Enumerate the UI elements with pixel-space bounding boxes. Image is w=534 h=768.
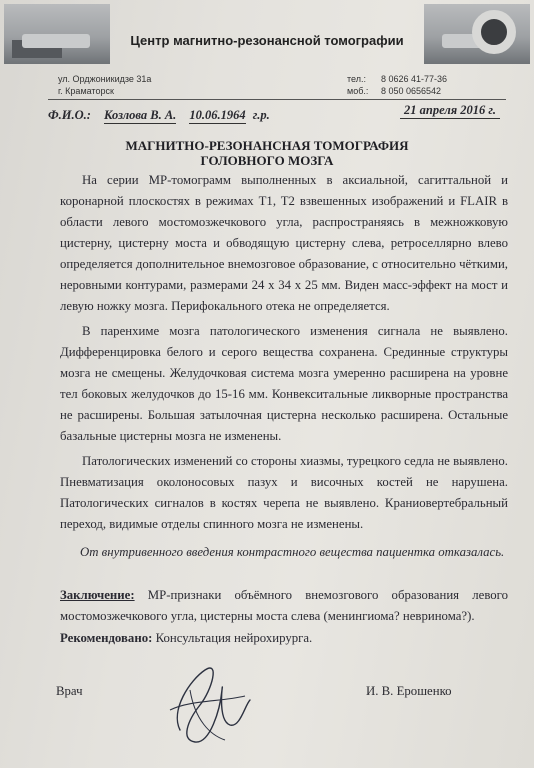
patient-line: [48, 108, 270, 124]
clinic-phones: [347, 73, 447, 97]
conclusion-text: МР-признаки объёмного внемозгового образования левого мостомозжечкового угла, цистерны моста слева (менингиома? невринома?).: [60, 588, 508, 623]
patient-name: Козлова В. А.: [104, 108, 177, 122]
clinic-name: Центр магнитно-резонансной томографии: [130, 33, 404, 48]
signature-icon: [150, 650, 260, 750]
findings-paragraph-1: На серии МР-томограмм выполненных в аксиальной, сагиттальной и коронарной плоскостях в режимах T1, T2 взвешенных изображений и FLAIR в области левого мостомозжечкового угла, распространяясь в межножковую цистерну, цистерну моста и обводящую цистерну слева, ретроселлярно влево определяется дополнительное внемозговое образование, с относительно чёткими, неровными контурами, размерами 24 х 34 х 25 мм. Виден масс-эффект на мост и левую ножку мозга. Перифокального отека не определяется.: [60, 173, 508, 313]
mobile-label: моб.:: [347, 86, 369, 96]
findings-paragraph-3: Патологических изменений со стороны хиазмы, турецкого седла не выявлено. Пневматизация околоносовых пазух и височных костей не нарушена. Патологических сигналов в костях черепа не выявлено. Краниовертебральный переход, видимые отделы спинного мозга не изменены.: [60, 454, 508, 531]
report-title-line-1: МАГНИТНО-РЕЗОНАНСНАЯ ТОМОГРАФИЯ: [125, 138, 409, 153]
patient-dob-suffix: г.р.: [252, 108, 270, 122]
address-line-1: ул. Орджоникидзе 31а: [58, 74, 152, 84]
report-title-line-2: ГОЛОВНОГО МОЗГА: [200, 153, 334, 168]
phone-number: 8 0626 41-77-36: [381, 74, 448, 84]
patient-label: Ф.И.О.:: [48, 108, 91, 122]
clinic-address: [58, 73, 151, 97]
patient-dob: 10.06.1964: [189, 108, 246, 122]
conclusion: [60, 585, 508, 627]
doctor-name: И. В. Ерошенко: [366, 684, 452, 698]
doctor-label: Врач: [56, 684, 83, 698]
recommend-label: Рекомендовано:: [60, 631, 153, 645]
address-line-2: г. Краматорск: [58, 86, 114, 96]
phone-label: тел.:: [347, 74, 366, 84]
recommend-text: Консультация нейрохирурга.: [155, 631, 313, 645]
exam-date: 21 апреля 2016 г.: [400, 103, 500, 119]
conclusion-label: Заключение:: [60, 588, 135, 602]
report-title: [0, 138, 534, 168]
contrast-note: От внутривенного введения контрастного вещества пациентка отказалась.: [80, 545, 505, 559]
recommendation: [60, 631, 312, 646]
mobile-number: 8 050 0656542: [381, 86, 442, 96]
findings: [60, 170, 508, 539]
header-divider: [48, 99, 506, 100]
findings-paragraph-2: В паренхиме мозга патологического изменения сигнала не выявлено. Дифференцировка белого и серого вещества сохранена. Срединные структуры мозга не смещены. Желудочковая система мозга умеренно расширена на уровне тел боковых желудочков до 15-16 мм. Конвекситальные ликворные пространства не расширены. Большая затылочная цистерна несколько расширена. Остальные базальные цистерны мозга не изменены.: [60, 324, 508, 443]
